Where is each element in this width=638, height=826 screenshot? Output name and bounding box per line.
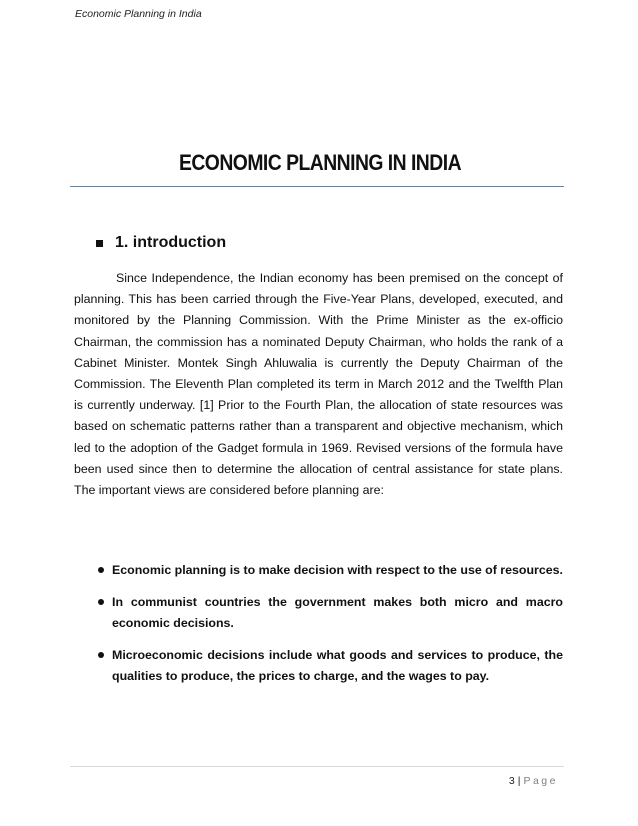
bullet-dot-icon [98, 652, 104, 658]
section-heading-text: 1. introduction [115, 234, 227, 251]
footer-divider [70, 766, 564, 767]
title-underline [70, 186, 564, 187]
bullet-dot-icon [98, 599, 104, 605]
page-label: Page [523, 775, 558, 787]
square-bullet-icon [96, 240, 103, 247]
page-footer [509, 775, 558, 787]
running-header: Economic Planning in India [75, 8, 202, 20]
list-item [74, 592, 563, 634]
footer-separator: | [517, 775, 521, 787]
bullet-text: Microeconomic decisions include what goods and services to produce, the qualities to produce, the prices to charge, and the wages to pay. [112, 648, 563, 683]
bullet-text: In communist countries the government makes both micro and macro economic decisions. [112, 595, 563, 630]
list-item [74, 645, 563, 687]
introduction-paragraph: Since Independence, the Indian economy has been premised on the concept of planning. This has been carried through the Five-Year Plans, developed, executed, and monitored by the Planning Commission. With the Prime Minister as the ex-officio Chairman, the commission has a nominated Deputy Chairman, who holds the rank of a Cabinet Minister. Montek Singh Ahluwalia is currently the Deputy Chairman of the Commission. The Eleventh Plan completed its term in March 2012 and the Twelfth Plan is currently underway. [1] Prior to the Fourth Plan, the allocation of state resources was based on schematic patterns rather than a transparent and objective mechanism, which led to the adoption of the Gadget formula in 1969. Revised versions of the formula have been used since then to determine the allocation of central assistance for state plans. The important views are considered before planning are: [74, 271, 563, 498]
bullet-dot-icon [98, 567, 104, 573]
list-item [74, 560, 563, 581]
bullet-list [74, 560, 563, 698]
section-heading [96, 234, 226, 252]
document-title: ECONOMIC PLANNING IN INDIA [178, 150, 462, 175]
bullet-text: Economic planning is to make decision with respect to the use of resources. [112, 563, 563, 577]
page-number: 3 [508, 775, 515, 787]
